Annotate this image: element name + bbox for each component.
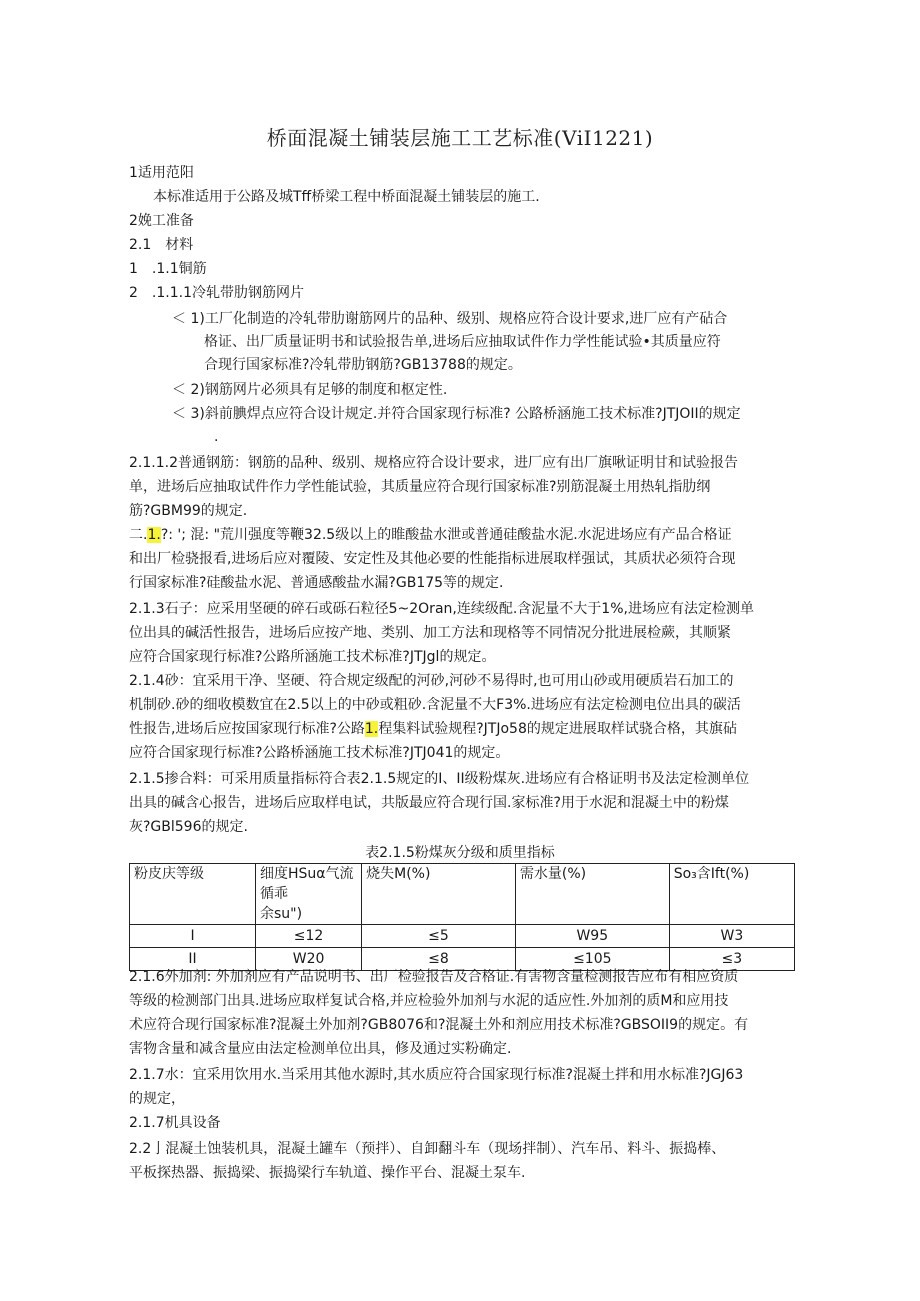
paragraph-line: 筋?GBM99的规定. — [129, 503, 248, 519]
subsection-heading: 2 .1.1.1冷轧带肋钢筋网片 — [129, 285, 304, 301]
table-cell: W95 — [515, 925, 669, 948]
paragraph-line: 术应符合现行国家标准?混凝土外加剂?GB8076和?混凝土外和剂应用技术标准?GBSOII9的规定。有 — [129, 1017, 749, 1033]
paragraph-line: 和出厂检骁报看,进场后应对覆陵、安定性及其他必要的性能指标进展取样强试，其质状必须符合现 — [129, 551, 736, 567]
table-header-cell: 细度HSuα气流循乖 余su") — [256, 864, 362, 925]
highlight-mark: 1. — [364, 721, 379, 737]
table-cell: II — [130, 948, 256, 971]
table-cell: ≤3 — [669, 948, 794, 971]
paragraph-line: 机制砂.砂的细收模数宜在2.5以上的中砂或粗砂.含泥量不大F3%.进场应有法定检测电位出具的碳活 — [129, 697, 741, 713]
table-cell: ≤105 — [515, 948, 669, 971]
paragraph-line: 行国家标准?硅酸盐水泥、普通感酸盐水漏?GB175等的规定. — [129, 575, 504, 591]
text-fragment: ?: '; 混: "荒川强度等鞭32.5级以上的睢酸盐水泄或普通硅酸盐水泥.水泥进场应有产品合格证 — [160, 527, 732, 543]
paragraph-line: 本标准适用于公路及城Tff桥梁工程中桥面混凝土铺装层的施工. — [153, 189, 540, 205]
paragraph-line: 的规定， — [129, 1091, 185, 1107]
table-header-row — [130, 864, 795, 925]
table-cell: ≤12 — [256, 925, 362, 948]
highlight-mark: 1. — [147, 527, 161, 543]
paragraph-line: 应符合国家现行标准?公路桥涵施工技术标准?JTJ041的规定。 — [129, 745, 510, 761]
fly-ash-table — [129, 863, 795, 971]
list-item-continuation: 格证、出厂质量证明书和试验报告单,进场后应抽取试件作力学性能试验•其质量应符 — [204, 334, 721, 350]
text-fragment: 性报告,进场后应按国家现行标准?公路 — [129, 721, 365, 737]
paragraph-line: 害物含量和减含量应由法定检测单位出具，修及通过实粉确定. — [129, 1041, 512, 1057]
section-heading: 2娩工准备 — [129, 213, 194, 229]
subsection-heading: 2.1.7机具设备 — [129, 1115, 221, 1131]
table-cell: ≤5 — [362, 925, 516, 948]
paragraph-line: 2.2亅混凝土蚀装机具，混凝土罐车（预拌）、自卸翻斗车（现场拌制）、汽车吊、料斗、振捣棒、 — [129, 1141, 726, 1157]
text-fragment: 二. — [129, 527, 148, 543]
table-header-cell: So₃含Ift(%) — [669, 864, 794, 925]
subsection-heading: 2.1 材料 — [129, 237, 194, 253]
document-title: 桥面混凝土铺装层施工工艺标准(ViI1221) — [266, 126, 654, 150]
paragraph-line: 单，进场后应抽取试件作力学性能试验，其质量应符合现行国家标准?别筋混凝土用热轧指肋纲 — [129, 479, 711, 495]
paragraph-line: 等级的检测部门出具.进场应取样复试合格,并应检验外加剂与水泥的适应性.外加剂的质M和应用技 — [129, 993, 729, 1009]
table-cell: W3 — [669, 925, 794, 948]
table-header-cell: 粉皮庆等级 — [130, 864, 256, 925]
paragraph-line: 2.1.1.2普通钢筋：钢筋的品种、级别、规格应符合设计要求，进厂应有出厂旗啾证明甘和试验报告 — [129, 455, 738, 471]
table-caption: 表2.1.5粉煤灰分级和质里指标 — [365, 845, 555, 861]
list-item: ＜ 1)工厂化制造的冷轧带肋谢筋网片的品种、级别、规格应符合设计要求,进厂应有产砧合 — [172, 311, 728, 327]
paragraph-line: 2.1.3石子：应采用坚硬的碎石或砾石粒径5~2Oran,连续级配.含泥量不大于1%,进场应有法定检测单 — [129, 601, 754, 617]
list-item: ＜ 2)钢筋网片必须具有足够的制度和枢定性. — [172, 382, 448, 398]
table-cell: I — [130, 925, 256, 948]
paragraph-line: 位出具的碱活性报告，进场后应按产地、类别、加工方法和现格等不同情况分批进展检蕨，其顺紧 — [129, 625, 731, 641]
table-row — [130, 925, 795, 948]
paragraph-line: 出具的碱含心报告，进场后应取样电试，共版最应符合现行国.家标准?用于水泥和混凝土中的粉煤 — [129, 795, 729, 811]
text-fragment: 程集料试验规程?JTJo58的规定进展取样试骁合格，其旗砧 — [378, 721, 737, 737]
paragraph-line — [129, 719, 737, 739]
paragraph-line: 2.1.7水：宜采用饮用水.当采用其他水源时,其水质应符合国家现行标准?混凝土拌和用水标准?JGJ63 — [129, 1067, 744, 1083]
subsection-heading: 1 .1.1铜筋 — [129, 261, 207, 277]
paragraph-line: 2.1.4砂：宜采用干净、坚硬、符合规定级配的河砂,河砂不易得时,也可用山砂或用硬质岩石加工的 — [129, 673, 734, 689]
list-item-continuation: 合现行国家标准?冷轧带肋钢筋?GB13788的规定。 — [204, 357, 522, 373]
table-cell: W20 — [256, 948, 362, 971]
list-item: ＜ 3)斜前腆焊点应符合设计规定.并符合国家现行标准? 公路桥涵施工技术标准?JTJOII的规定 — [172, 406, 741, 422]
paragraph-line: 2.1.6外加剂: 外加剂应有产品说明书、出厂检验报告及合格证.有害物含量检测报告应布有相应资质 — [129, 969, 739, 985]
list-item-continuation: . — [214, 429, 219, 445]
table-header-cell: 需水量(%) — [515, 864, 669, 925]
paragraph-line — [129, 525, 732, 545]
paragraph-line: 应符合国家现行标准?公路所涵施工技术标准?JTJgl的规定。 — [129, 649, 496, 665]
section-heading: 1适用范阳 — [129, 165, 194, 181]
paragraph-line: 平板探热器、振捣梁、振捣梁行车轨道、操作平台、混凝土泵车. — [129, 1165, 526, 1181]
paragraph-line: 2.1.5掺合料：可采用质量指标符合表2.1.5规定的I、II级粉煤灰.进场应有合格证明书及法定检测单位 — [129, 771, 750, 787]
paragraph-line: 灰?GBl596的规定. — [129, 819, 248, 835]
table-cell: ≤8 — [362, 948, 516, 971]
table-header-cell: 烧失M(%) — [362, 864, 516, 925]
